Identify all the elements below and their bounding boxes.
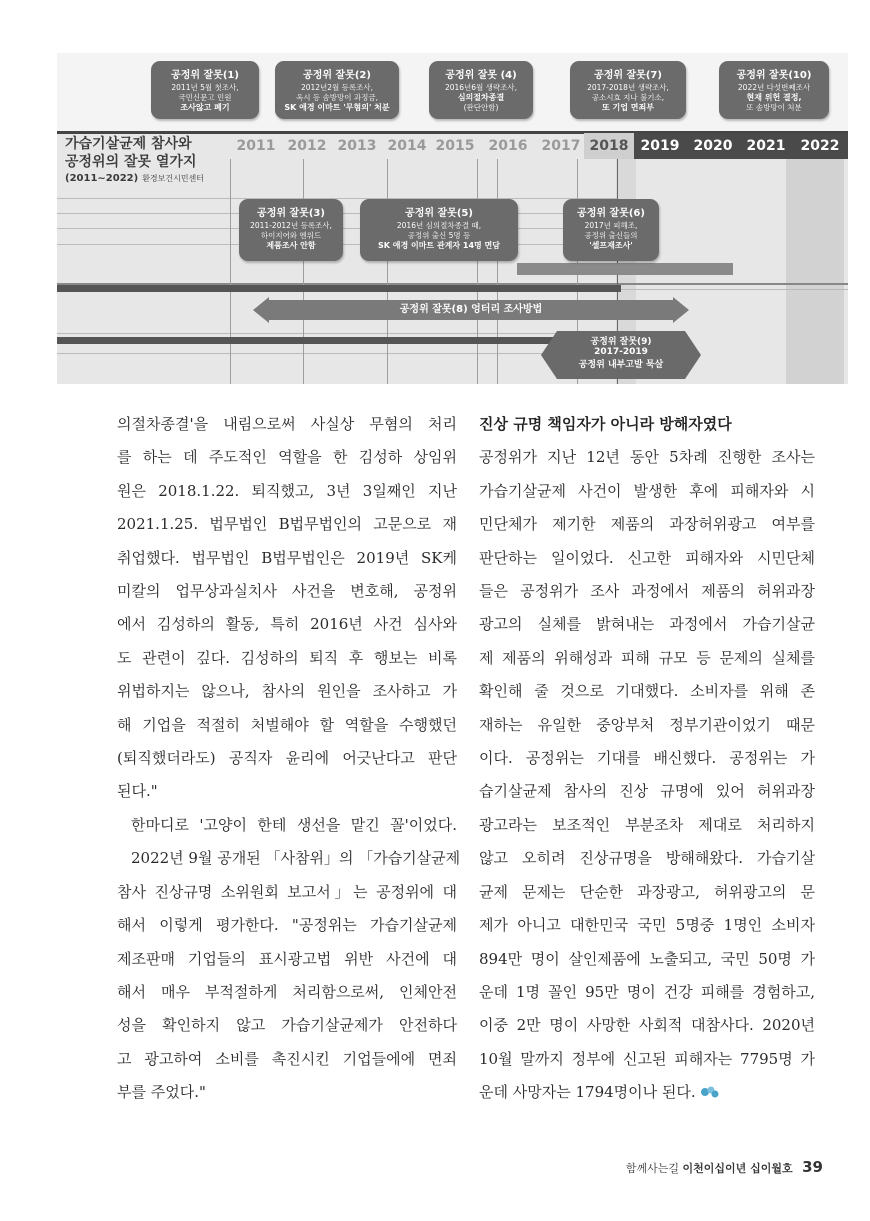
text-line: 광고라는 보조적인 부분조차 제대로 처리하지 xyxy=(479,815,815,834)
text-line: 2022년 9월 공개된 「사참위」의 「가습기살균제 xyxy=(131,849,461,868)
text-line: 부를 주었다." xyxy=(117,1083,206,1102)
grid-line xyxy=(57,333,617,334)
year-label: 2021 xyxy=(740,133,792,159)
callout-2 xyxy=(275,61,399,119)
timeline-arrow xyxy=(517,263,733,275)
text-line: 가습기살균제 사건이 발생한 후에 피해자와 시 xyxy=(479,481,815,500)
callout-head: 공정위 잘못(10) xyxy=(736,70,812,81)
callout-line: 2012년2월 등록조사, xyxy=(300,83,374,92)
callout-line: 심의절차종결 xyxy=(457,93,505,102)
year-strip xyxy=(57,337,621,344)
text-line: 위법하지는 않으나, 참사의 원인을 조사하고 가 xyxy=(117,682,457,701)
page-number: 39 xyxy=(802,1158,823,1176)
text-line: 판단하는 일이었다. 신고한 피해자와 시민단체 xyxy=(479,548,815,567)
year-label: 2020 xyxy=(686,133,740,159)
text-line: 이다. 공정위는 기대를 배신했다. 공정위는 가 xyxy=(479,749,815,768)
footer-tagline: 함께사는길 xyxy=(625,1162,680,1175)
text-line: 성을 확인하지 않고 가습기살균제가 안전하다 xyxy=(117,1016,457,1035)
text-line: 에서 김성하의 활동, 특히 2016년 사건 심사와 xyxy=(117,615,457,634)
text-line: 민단체가 제기한 제품의 과장허위광고 여부를 xyxy=(479,515,815,534)
text-line: 재하는 유일한 중앙부처 정부기관이었기 때문 xyxy=(479,715,815,734)
year-strip xyxy=(57,285,621,292)
text-line: 도 관련이 깊다. 김성하의 퇴직 후 행보는 비록 xyxy=(117,648,457,667)
callout-line: 공정위 출신들의 xyxy=(584,231,638,240)
year-label: 2013 xyxy=(337,138,377,154)
vertical-line xyxy=(477,159,478,384)
infographic-title xyxy=(65,135,235,184)
callout-head: 공정위 잘못(7) xyxy=(594,70,662,81)
callout-line: 제품조사 안함 xyxy=(266,241,316,250)
year-axis xyxy=(230,133,848,159)
year-label: 2015 xyxy=(435,138,475,154)
text-line: 균제 문제는 단순한 과장광고, 허위광고의 문 xyxy=(479,882,815,901)
text-line-content: 운데 사망자는 1794명이나 된다. xyxy=(479,1083,696,1102)
arrow-9-label xyxy=(557,334,685,370)
callout-line: SK 애경 이마트 관계자 14명 면담 xyxy=(377,241,501,250)
callout-line: (판단안함) xyxy=(463,103,499,112)
title-line-1: 가습기살균제 참사와 xyxy=(65,136,192,152)
end-mark-icon xyxy=(700,1085,720,1099)
text-line: 해 기업을 적절히 처벌해야 할 역할을 수행했던 xyxy=(117,715,457,734)
callout-line: 공소시효 지나 불기소, xyxy=(591,93,665,102)
callout-line: 조사않고 폐기 xyxy=(180,103,230,112)
text-line: 이중 2만 명이 사망한 사회적 대참사다. 2020년 xyxy=(479,1016,815,1035)
year-label: 2017 xyxy=(541,138,581,154)
callout-line: '셀프재조사' xyxy=(589,241,633,250)
callout-line: 2016년6월 생략조사, xyxy=(444,83,518,92)
text-line: 들은 공정위가 조사 과정에서 제품의 허위과장 xyxy=(479,582,815,601)
callout-4 xyxy=(429,61,533,119)
left-column xyxy=(117,408,461,1110)
text-line: 제 제품의 위해성과 피해 규모 등 문제의 실체를 xyxy=(479,648,815,667)
callout-line: 2016년 심의절차종결 때, xyxy=(396,221,482,230)
title-line-2: 공정위의 잘못 열가지 xyxy=(65,154,197,170)
text-line: 의절차종결'을 내림으로써 사실상 무혐의 처리 xyxy=(117,415,457,433)
callout-line: 국민신문고 민원 xyxy=(178,93,232,102)
text-line: 10월 말까지 정부에 신고된 피해자는 7795명 가 xyxy=(479,1049,815,1068)
callout-line: 또 기업 면죄부 xyxy=(602,103,654,112)
arrow-9-sub: 2017-2019 xyxy=(594,347,648,357)
arrow-9-text: 공정위 내부고발 묵살 xyxy=(578,360,664,370)
grid-line xyxy=(57,353,617,354)
callout-3 xyxy=(239,199,343,261)
vertical-line xyxy=(303,159,304,384)
callout-line: SK 애경 이마트 '무혐의' 처분 xyxy=(284,103,390,112)
text-line: 해서 이렇게 평가한다. "공정위는 가습기살균제 xyxy=(117,916,457,935)
year-label: 2022 xyxy=(792,133,848,159)
text-line: 제가 아니고 대한민국 국민 5명중 1명인 소비자 xyxy=(479,916,815,935)
vertical-line xyxy=(497,159,498,384)
year-column-2022 xyxy=(786,159,844,384)
text-line: 원은 2018.1.22. 퇴직했고, 3년 3일째인 지난 xyxy=(117,481,457,500)
arrow-9-head: 공정위 잘못(9) xyxy=(590,337,652,347)
text-line: 894만 명이 살인제품에 노출되고, 국민 50명 가 xyxy=(479,949,815,968)
callout-line: 2011-2012년 등록조사, xyxy=(250,221,332,230)
page-footer xyxy=(626,1158,823,1176)
text-line: 광고의 실체를 밝혀내는 과정에서 가습기살균 xyxy=(479,615,815,634)
text-line: 습기살균제 참사의 진상 규명에 있어 허위과장 xyxy=(479,782,815,801)
right-column xyxy=(479,408,815,1110)
callout-line: 하이지어와 엔위드 xyxy=(260,231,322,240)
callout-head: 공정위 잘못(6) xyxy=(577,208,645,219)
callout-7 xyxy=(570,61,686,119)
callout-line: 옥시 등 솜방망이 과징금, xyxy=(296,93,378,102)
section-heading: 진상 규명 책임자가 아니라 방해자였다 xyxy=(479,415,732,433)
text-line: 한마디로 '고양이 한테 생선을 맡긴 꼴'이었다. xyxy=(131,815,457,834)
callout-head: 공정위 잘못(3) xyxy=(257,208,325,219)
callout-10 xyxy=(719,61,829,119)
text-line: 고 광고하여 소비를 촉진시킨 기업들에에 면죄 xyxy=(117,1049,457,1068)
text-line: (퇴직했더라도) 공직자 윤리에 어긋난다고 판단 xyxy=(117,749,457,768)
text-line: 참사 진상규명 소위원회 보고서」는 공정위에 대 xyxy=(117,882,457,901)
year-label: 2012 xyxy=(287,138,327,154)
vertical-line xyxy=(387,159,388,384)
callout-6 xyxy=(563,199,659,261)
callout-head: 공정위 잘못(1) xyxy=(171,70,239,81)
callout-line: 2017년 피해조, xyxy=(584,221,638,230)
text-line: 확인해 줄 것으로 기대했다. 소비자를 위해 존 xyxy=(479,682,815,701)
text-line: 를 하는 데 주도적인 역할을 한 김성하 상임위 xyxy=(117,448,457,467)
text-line: 된다." xyxy=(117,782,158,801)
callout-head: 공정위 잘못(2) xyxy=(303,70,371,81)
text-line: 공정위가 지난 12년 동안 5차례 진행한 조사는 xyxy=(479,448,815,467)
year-label: 2014 xyxy=(387,138,427,154)
callout-5 xyxy=(360,199,518,261)
text-line: 제조판매 기업들의 표시광고법 위반 사건에 대 xyxy=(117,949,457,968)
year-label: 2019 xyxy=(634,133,686,159)
credit: 환경보건시민센터 xyxy=(142,174,205,183)
text-line: 2021.1.25. 법무법인 B법무법인의 고문으로 재 xyxy=(117,515,457,534)
callout-head: 공정위 잘못 (4) xyxy=(445,70,517,81)
year-label: 2011 xyxy=(236,138,276,154)
callout-line: 2011년 5월 첫조사, xyxy=(171,83,239,92)
callout-head: 공정위 잘못(5) xyxy=(405,208,473,219)
vertical-line xyxy=(230,159,231,384)
callout-1 xyxy=(151,61,259,119)
callout-line: 현재 위헌 결정, xyxy=(746,93,802,102)
text-line: 취업했다. 법무법인 B법무법인은 2019년 SK케 xyxy=(117,548,457,567)
year-label: 2016 xyxy=(488,138,528,154)
timeline-infographic xyxy=(57,53,848,384)
text-line: 해서 매우 부적절하게 처리함으로써, 인체안전 xyxy=(117,982,457,1001)
text-line: 않고 오히려 진상규명을 방해해왔다. 가습기살 xyxy=(479,849,815,868)
callout-line: 2022년 다섯번째조사 xyxy=(737,83,811,92)
callout-line: 공정위 출신 5명 등 xyxy=(407,231,471,240)
year-label: 2018 xyxy=(584,133,634,159)
text-line-last xyxy=(479,1076,815,1109)
callout-line: 2017-2018년 생략조사, xyxy=(587,83,669,92)
text-line: 운데 1명 꼴인 95만 명이 건강 피해를 경험하고, xyxy=(479,982,815,1001)
text-line: 미칼의 업무상과실치사 사건을 변호해, 공정위 xyxy=(117,582,457,601)
arrow-8-label: 공정위 잘못(8) 엉터리 조사방법 xyxy=(399,304,543,315)
callout-line: 또 솜방망이 처분 xyxy=(746,103,802,112)
footer-issue: 이천이십이년 십이월호 xyxy=(682,1162,793,1175)
title-sub: (2011~2022) xyxy=(65,173,139,184)
